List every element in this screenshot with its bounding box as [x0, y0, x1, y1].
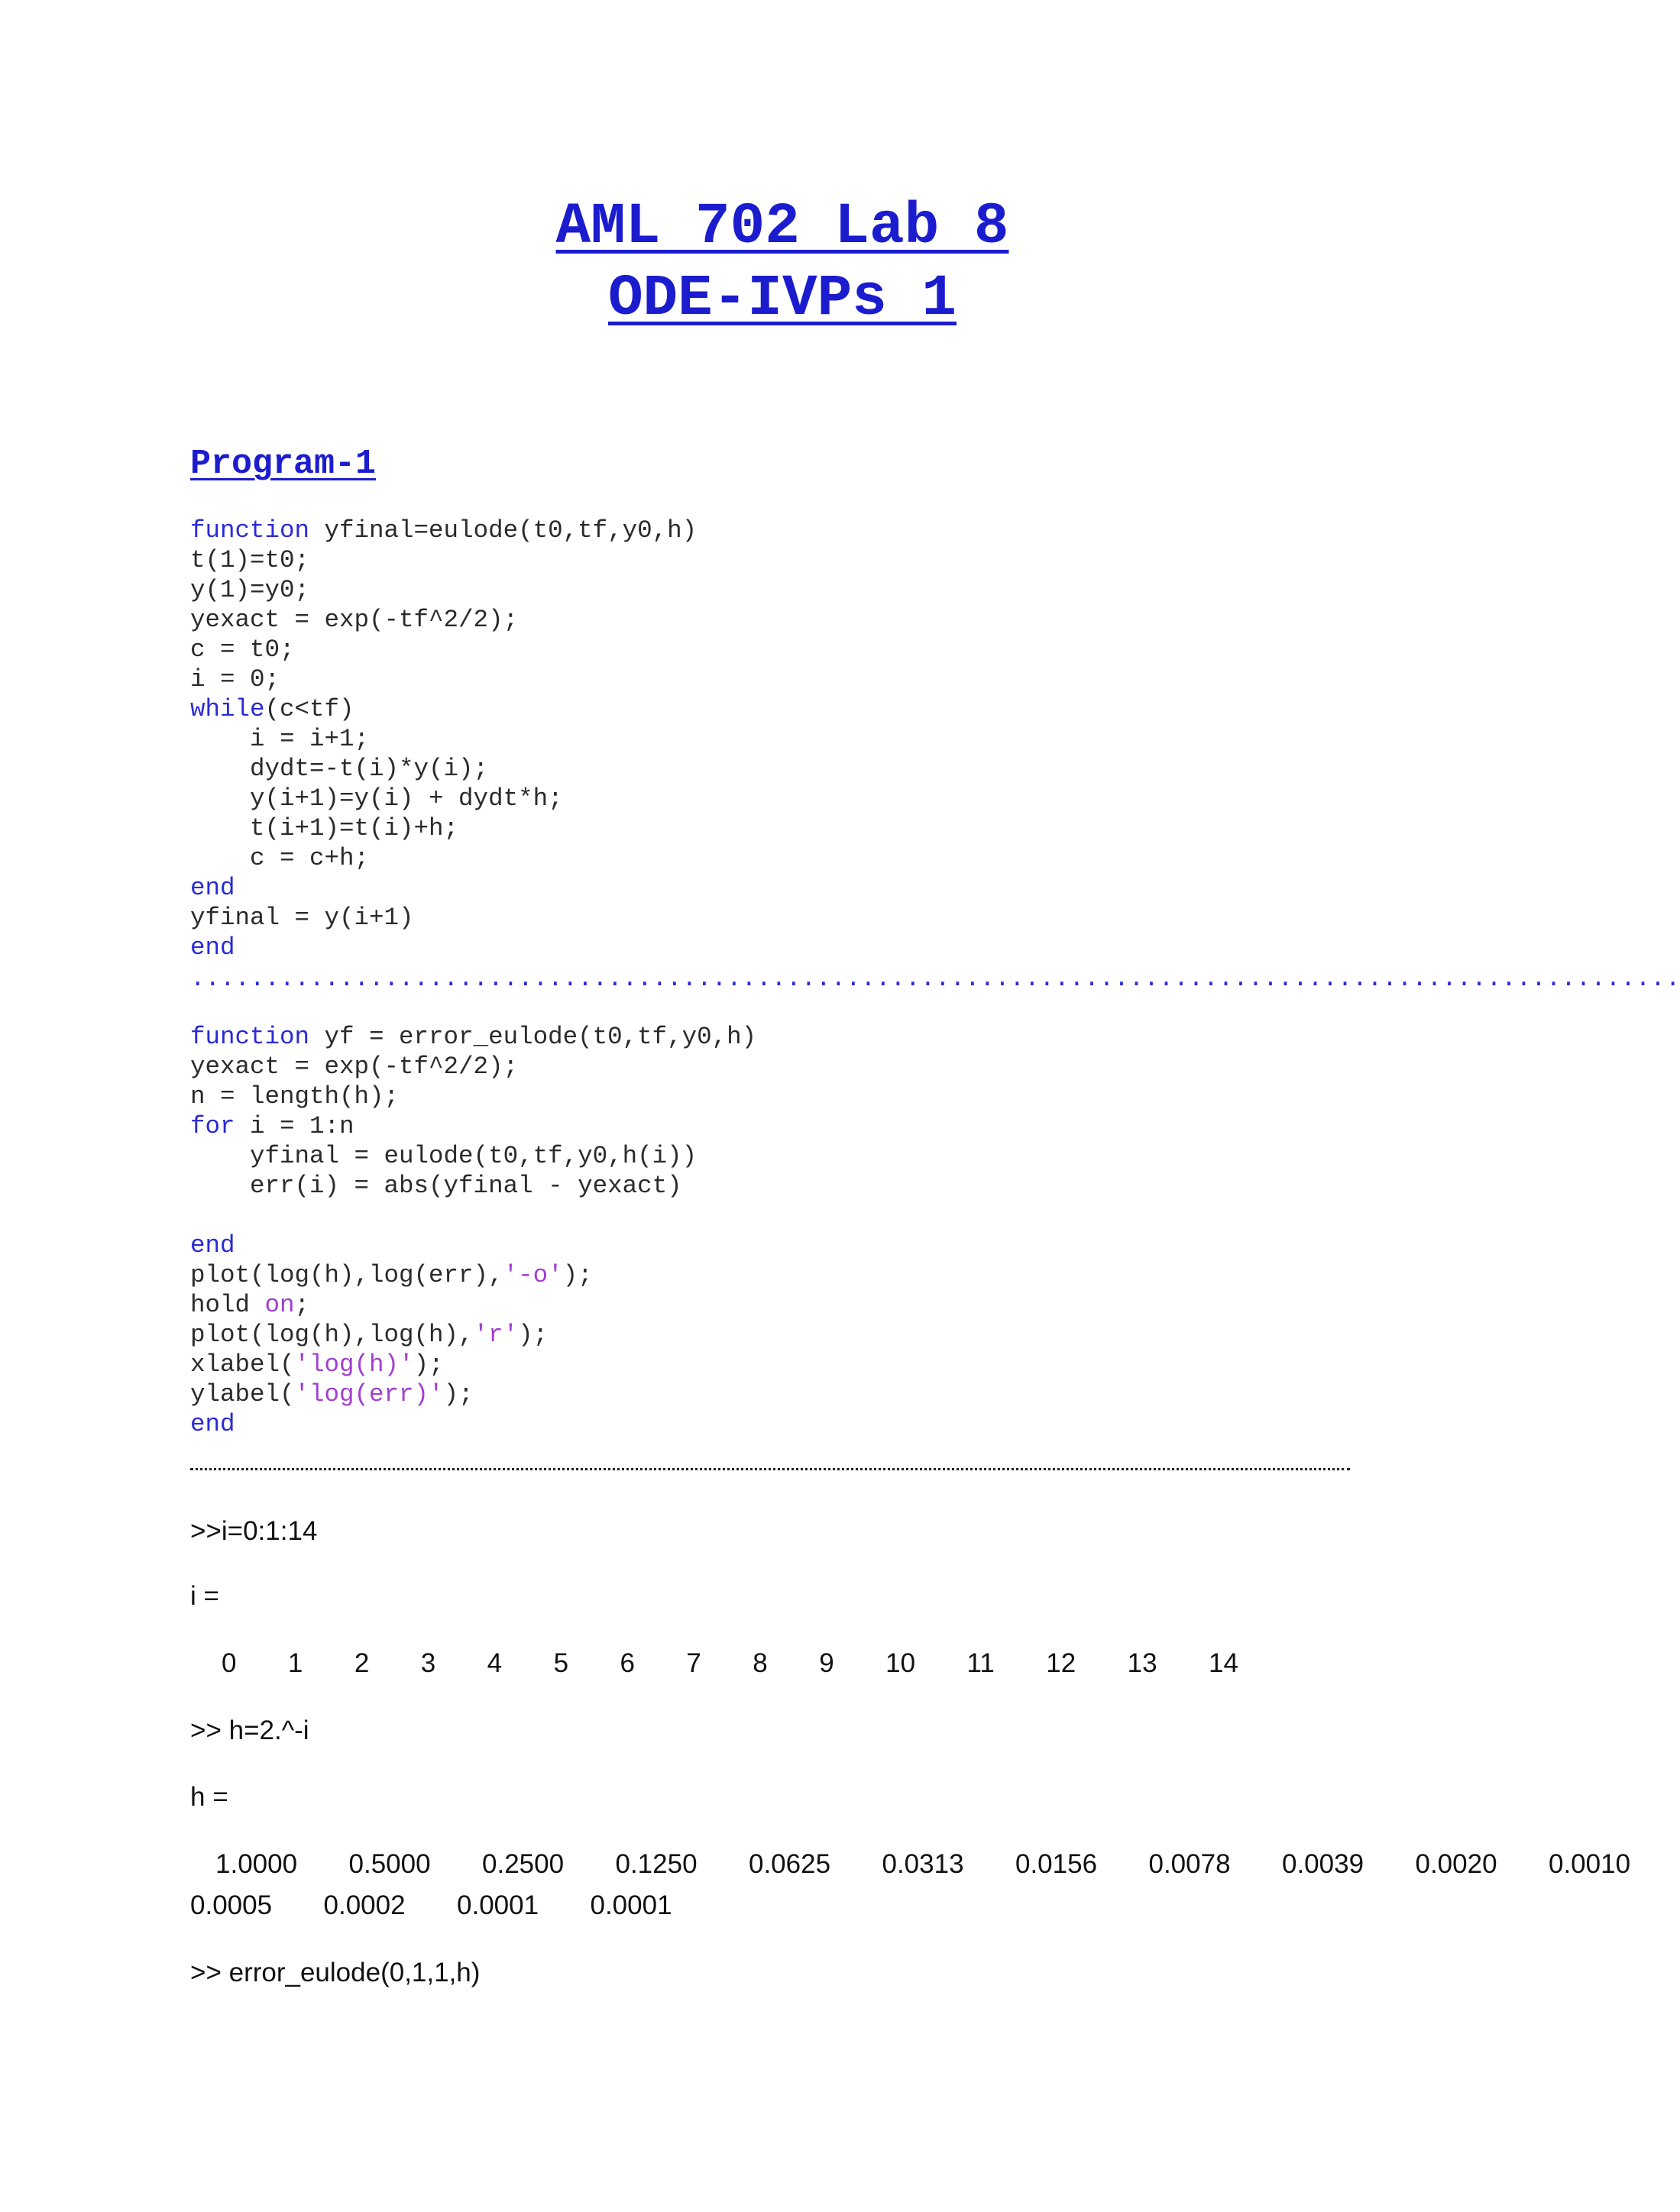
- code-line: i = i+1;: [190, 725, 370, 753]
- console-output-values-i: 0 1 2 3 4 5 6 7 8 9 10 11 12 13 14: [222, 1648, 1238, 1678]
- code-block-eulode: [190, 516, 697, 962]
- code-line: ylabel('log(err)');: [190, 1380, 474, 1408]
- code-block-error-eulode: [190, 1022, 756, 1439]
- code-line: yexact = exp(-tf^2/2);: [190, 606, 519, 634]
- code-line: err(i) = abs(yfinal - yexact): [190, 1172, 682, 1200]
- code-line: t(i+1)=t(i)+h;: [190, 814, 459, 842]
- code-line: xlabel('log(h)');: [190, 1350, 444, 1379]
- code-line: for i = 1:n: [190, 1112, 354, 1140]
- code-line: function yfinal=eulode(t0,tf,y0,h): [190, 516, 698, 545]
- document-title: [0, 191, 1565, 335]
- title-line-1: AML 702 Lab 8: [555, 194, 1009, 260]
- console-command-error-eulode: >> error_eulode(0,1,1,h): [190, 1958, 481, 1987]
- code-separator-dotted: ....................................................................................................: [190, 965, 1680, 993]
- console-command-i: >>i=0:1:14: [190, 1516, 318, 1546]
- console-output-values-h-row1: 1.0000 0.5000 0.2500 0.1250 0.0625 0.0313 0.0156 0.0078 0.0039 0.0020 0.0010: [215, 1849, 1631, 1879]
- section-heading-program-1: Program-1: [190, 445, 377, 483]
- code-line-blank: [190, 1201, 756, 1231]
- section-separator-dotted: [190, 1468, 1350, 1470]
- code-line: plot(log(h),log(h),'r');: [190, 1321, 549, 1349]
- code-line: y(i+1)=y(i) + dydt*h;: [190, 784, 563, 813]
- code-line: plot(log(h),log(err),'-o');: [190, 1261, 593, 1289]
- code-line: end: [190, 1231, 235, 1260]
- console-output-label-h: h =: [190, 1782, 228, 1812]
- code-line: c = t0;: [190, 635, 295, 664]
- code-line: end: [190, 933, 235, 962]
- code-line: function yf = error_eulode(t0,tf,y0,h): [190, 1023, 757, 1051]
- code-line: end: [190, 1410, 235, 1438]
- code-line: hold on;: [190, 1291, 310, 1319]
- code-line: y(1)=y0;: [190, 576, 310, 604]
- code-line: end: [190, 874, 235, 902]
- console-output-values-h-row2: 0.0005 0.0002 0.0001 0.0001: [190, 1890, 672, 1920]
- code-line: yfinal = y(i+1): [190, 904, 414, 932]
- code-line: t(1)=t0;: [190, 546, 310, 574]
- code-line: c = c+h;: [190, 844, 370, 872]
- console-output-label-i: i =: [190, 1581, 219, 1611]
- code-line: yexact = exp(-tf^2/2);: [190, 1053, 519, 1081]
- code-line: i = 0;: [190, 665, 280, 694]
- code-line: while(c<tf): [190, 695, 354, 723]
- title-line-2: ODE-IVPs 1: [607, 266, 957, 331]
- code-line: yfinal = eulode(t0,tf,y0,h(i)): [190, 1142, 698, 1170]
- code-line: dydt=-t(i)*y(i);: [190, 755, 489, 783]
- console-command-h: >> h=2.^-i: [190, 1716, 309, 1745]
- code-line: n = length(h);: [190, 1082, 400, 1111]
